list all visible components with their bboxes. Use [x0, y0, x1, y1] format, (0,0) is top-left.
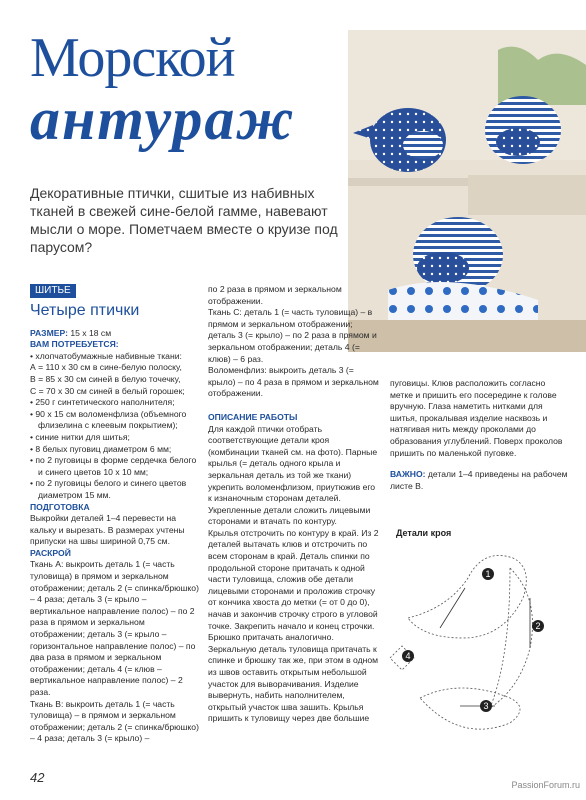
work-heading: ОПИСАНИЕ РАБОТЫ — [208, 411, 298, 422]
cutting-b: Ткань В: выкроить деталь 1 (= часть туловища) – в прямом и зеркальном отображении; деталь 2 (= спинка/брюшко) – 4 раза; деталь 3 (= крыло) – — [30, 698, 199, 744]
materials-item: С = 70 х 30 см синей в белый горошек; — [30, 385, 185, 396]
materials-item: • хлопчатобумажные набивные ткани: — [30, 350, 182, 361]
cutting-heading: РАСКРОЙ — [30, 547, 71, 558]
pattern-pieces-diagram — [380, 538, 580, 748]
materials-item: • по 2 пуговицы в форме сердечка белого и синего цветов 10 х 10 мм; — [30, 455, 197, 477]
cutting-v: Воломенфлиз: выкроить деталь 3 (= крыло) – по 4 раза в прямом и зеркальном отображении. — [208, 365, 379, 399]
pattern-label-1: 1 — [485, 569, 491, 579]
cutting-c: Ткань С: деталь 1 (= часть туловища) – в прямом и зеркальном отображении; деталь 3 (= крыло) – по 2 раза в прямом и зеркальном отображении; деталь 4 (= клюв) – 6 раз. — [208, 307, 377, 364]
preparation-text: Выкройки деталей 1–4 перевести на кальку и вырезать. В размерах учтены припуски на швы шириной 0,75 см. — [30, 513, 185, 547]
birds-photo — [348, 30, 586, 352]
pattern-piece-1 — [408, 556, 526, 639]
materials-item: • 8 белых пуговиц диаметром 6 мм; — [30, 443, 172, 454]
work-paragraph-1: Для каждой птички отобрать соответствующие детали кроя (комбинации тканей см. на фото). Парные крылья (= деталь одного крыла и зеркальная деталь из той же ткани) укрепить воломенфлизом, приутюжив его к изнаночным сторонам деталей. Укрепленные детали сложить лицевыми сторонами и втачать по контуру. — [208, 423, 378, 527]
pattern-label-4: 4 — [405, 651, 411, 661]
title-line-1: Морской — [30, 27, 235, 89]
watermark: PassionForum.ru — [511, 780, 580, 790]
materials-heading: ВАМ ПОТРЕБУЕТСЯ: — [30, 339, 119, 350]
note: ВАЖНО: детали 1–4 приведены на рабочем листе В. — [390, 469, 568, 491]
page-number: 42 — [30, 770, 45, 785]
size-line: РАЗМЕР: 15 х 18 см — [30, 327, 112, 338]
column-3 — [390, 378, 568, 492]
lead-paragraph: Декоративные птички, сшитые из набивных тканей в свежей сине-белой гамме, навевают мысли о море. Пометчаем вместе о круизе под парусом? — [30, 185, 338, 255]
preparation-heading: ПОДГОТОВКА — [30, 501, 90, 512]
section-subtitle: Четыре птички — [30, 301, 140, 319]
materials-item: • 90 х 15 см воломенфлиза (объемного флизелина с клеевым покрытием); — [30, 408, 187, 431]
cutting-b-cont: по 2 раза в прямом и зеркальном отображении. — [208, 284, 342, 306]
pattern-piece-3 — [420, 688, 520, 729]
title-line-2: антураж — [30, 86, 296, 152]
materials-item: • 250 г синтетического наполнителя; — [30, 397, 175, 408]
patterns-title: Детали кроя — [396, 528, 452, 538]
pattern-label-3: 3 — [483, 701, 489, 711]
pattern-piece-2 — [490, 568, 533, 708]
cutting-a: Ткань А: выкроить деталь 1 (= часть туловища) в прямом и зеркальном отображении; деталь 2 (= спинка/брюшко) – 4 раза; деталь 3 (= крыло – вертикальное направление полос) – по 2 раза в прямом и зеркальном отображении; деталь 3 (= крыло – горизонтальное направление полос) – по два раза в прямом и зеркальном отображении; деталь 4 (= клюв – вертикальное направление полос) – 2 раза. — [30, 559, 199, 697]
work-paragraph-2: Крылья отстрочить по контуру в край. Из 2 деталей вытачать клюв и отстрочить по всем сторонам в край. Деталь спинки по продольной стороне притачать к одной части туловища, сложив обе детали лицевыми сторонами и проложив строчку от кончика хвоста до метки (= от 0 до 0), начав и закончив строчку строго в угловой точке. Закрепить начало и конец строчки. Брюшко притачать аналогично. Зеркальную деталь туловища притачать к спинке и брюшку так же, при этом в одном из швов оставить открытым небольшой участок для выворачивания. Изделие вывернуть, набить наполнителем, открытый участок шва зашить. Крылья пришить к туловищу через две большие — [208, 527, 379, 724]
column-1 — [30, 284, 200, 745]
column-2 — [208, 284, 380, 725]
materials-item: • синие нитки для шитья; — [30, 431, 130, 442]
materials-item: • по 2 пуговицы белого и синего цветов диаметром 15 мм. — [30, 478, 187, 500]
materials-item: А = 110 х 30 см в сине-белую полоску, — [30, 362, 182, 373]
pattern-label-2: 2 — [535, 621, 541, 631]
materials-item: В = 85 х 30 см синей в белую точечку, — [30, 373, 181, 384]
work-paragraph-3: пуговицы. Клюв расположить согласно метке и пришить его посередине к голове вручную. Глаза наметить нитками для шитья, прокалывая изделие насквозь и натягивая нить между проколами до образования углублений. Поверх проколов пришить по маленькой пуговке. — [390, 378, 563, 458]
section-tag: ШИТЬЕ — [30, 284, 76, 298]
